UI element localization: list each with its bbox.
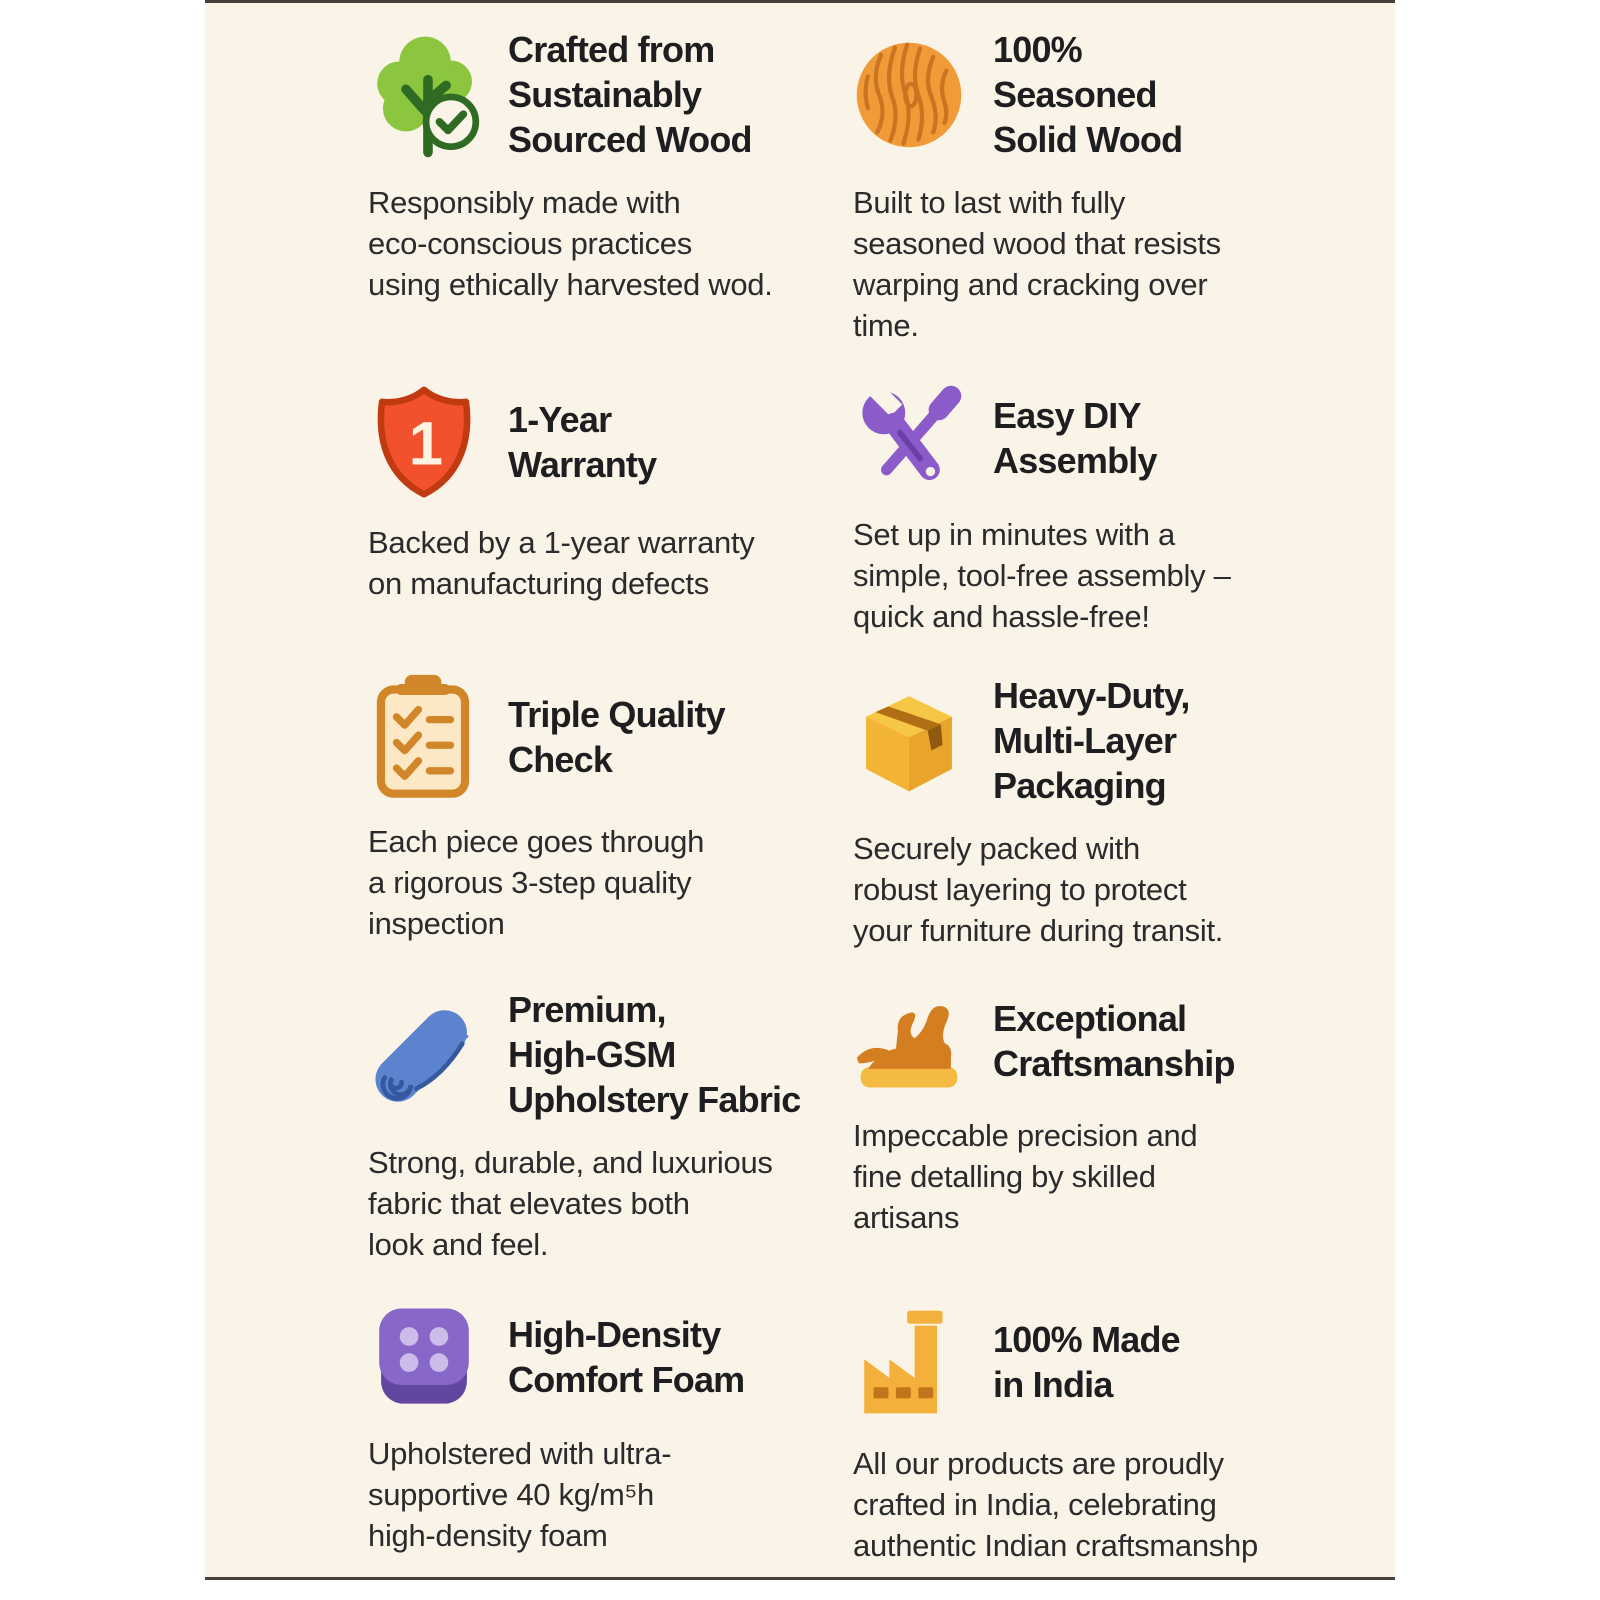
title-line: Multi-Layer <box>993 720 1177 761</box>
feature-title <box>993 1317 1180 1407</box>
feature-description <box>368 1142 815 1265</box>
feature-heavy-duty-packaging <box>853 673 1300 951</box>
desc-line: Securely packed with <box>853 831 1140 866</box>
desc-line: look and feel. <box>368 1227 549 1262</box>
title-line: 100% <box>993 29 1082 70</box>
feature-seasoned-solid-wood <box>853 27 1300 346</box>
svg-text:1: 1 <box>408 409 443 479</box>
desc-line: Each piece goes through <box>368 824 705 859</box>
desc-line: inspection <box>368 906 505 941</box>
desc-line: supportive 40 kg/m⁵h <box>368 1477 655 1512</box>
desc-line: robust layering to protect <box>853 872 1187 907</box>
title-line: Premium, <box>508 989 666 1030</box>
tree-check-icon <box>368 28 486 162</box>
desc-line: simple, tool-free assembly – <box>853 558 1231 593</box>
feature-description <box>853 1443 1300 1566</box>
desc-line: high-density foam <box>368 1518 608 1553</box>
title-line: Triple Quality <box>508 694 725 735</box>
desc-line: fine detalling by skilled <box>853 1159 1156 1194</box>
feature-title <box>993 27 1182 162</box>
desc-line: seasoned wood that resists <box>853 226 1221 261</box>
package-box-icon <box>853 685 971 797</box>
desc-line: quick and hassle-free! <box>853 599 1150 634</box>
feature-title <box>993 673 1190 808</box>
feature-title <box>508 692 725 782</box>
tools-icon <box>853 382 971 494</box>
title-line: Warranty <box>508 444 657 485</box>
title-line: Craftsmanship <box>993 1043 1235 1084</box>
title-line: Seasoned <box>993 74 1157 115</box>
title-line: Easy DIY <box>993 395 1141 436</box>
desc-line: Responsibly made with <box>368 185 681 220</box>
desc-line: using ethically harvested wod. <box>368 267 773 302</box>
factory-icon <box>853 1301 971 1423</box>
desc-line: Impeccable precision and <box>853 1118 1198 1153</box>
wood-grain-icon <box>853 39 971 151</box>
feature-title <box>508 397 656 487</box>
desc-line: Built to last with fully <box>853 185 1125 220</box>
title-line: Assembly <box>993 440 1157 481</box>
feature-description <box>368 522 815 604</box>
feature-premium-upholstery-fabric <box>368 987 815 1265</box>
feature-description <box>853 514 1300 637</box>
desc-line: a rigorous 3-step quality <box>368 865 692 900</box>
title-line: High-GSM <box>508 1034 676 1075</box>
desc-line: warping and cracking over <box>853 267 1208 302</box>
feature-description <box>368 1433 815 1556</box>
feature-description <box>368 821 815 944</box>
feature-title <box>508 987 800 1122</box>
desc-line: Set up in minutes with a <box>853 517 1175 552</box>
title-line: in India <box>993 1364 1113 1405</box>
title-line: Comfort Foam <box>508 1359 745 1400</box>
feature-exceptional-craftsmanship <box>853 987 1300 1265</box>
desc-line: Upholstered with ultra- <box>368 1436 672 1471</box>
feature-title <box>508 1312 744 1402</box>
title-line: Check <box>508 739 613 780</box>
feature-one-year-warranty <box>368 382 815 637</box>
desc-line: your furniture during transit. <box>853 913 1224 948</box>
feature-easy-diy-assembly <box>853 382 1300 637</box>
desc-line: Backed by a 1-year warranty <box>368 525 755 560</box>
feature-title <box>993 996 1235 1086</box>
desc-line: Strong, durable, and luxurious <box>368 1145 773 1180</box>
desc-line: authentic Indian craftsmanshp <box>853 1528 1258 1563</box>
title-line: Crafted from <box>508 29 715 70</box>
title-line: Sourced Wood <box>508 119 752 160</box>
title-line: Heavy-Duty, <box>993 675 1190 716</box>
desc-line: eco-conscious practices <box>368 226 692 261</box>
feature-sustainably-sourced-wood <box>368 27 815 346</box>
feature-made-in-india <box>853 1301 1300 1566</box>
title-line: High-Density <box>508 1314 721 1355</box>
foam-cushion-icon <box>368 1301 486 1413</box>
feature-triple-quality-check <box>368 673 815 951</box>
feature-title <box>508 27 752 162</box>
feature-high-density-foam <box>368 1301 815 1566</box>
feature-description <box>368 182 815 305</box>
feature-description <box>853 828 1300 951</box>
fabric-roll-icon <box>368 999 486 1111</box>
desc-line: time. <box>853 308 919 343</box>
product-features-panel <box>205 0 1395 1580</box>
title-line: Sustainably <box>508 74 702 115</box>
desc-line: artisans <box>853 1200 960 1235</box>
desc-line: on manufacturing defects <box>368 566 709 601</box>
title-line: 1-Year <box>508 399 612 440</box>
title-line: Solid Wood <box>993 119 1183 160</box>
title-line: 100% Made <box>993 1319 1180 1360</box>
desc-line: crafted in India, celebrating <box>853 1487 1217 1522</box>
wood-plane-icon <box>853 987 971 1095</box>
checklist-clipboard-icon <box>368 673 486 801</box>
feature-description <box>853 1115 1300 1238</box>
desc-line: fabric that elevates both <box>368 1186 690 1221</box>
desc-line: All our products are proudly <box>853 1446 1224 1481</box>
warranty-shield-icon <box>368 382 486 502</box>
title-line: Upholstery Fabric <box>508 1079 801 1120</box>
feature-title <box>993 393 1157 483</box>
feature-description <box>853 182 1300 346</box>
title-line: Exceptional <box>993 998 1187 1039</box>
features-grid <box>205 3 1395 1566</box>
title-line: Packaging <box>993 765 1166 806</box>
